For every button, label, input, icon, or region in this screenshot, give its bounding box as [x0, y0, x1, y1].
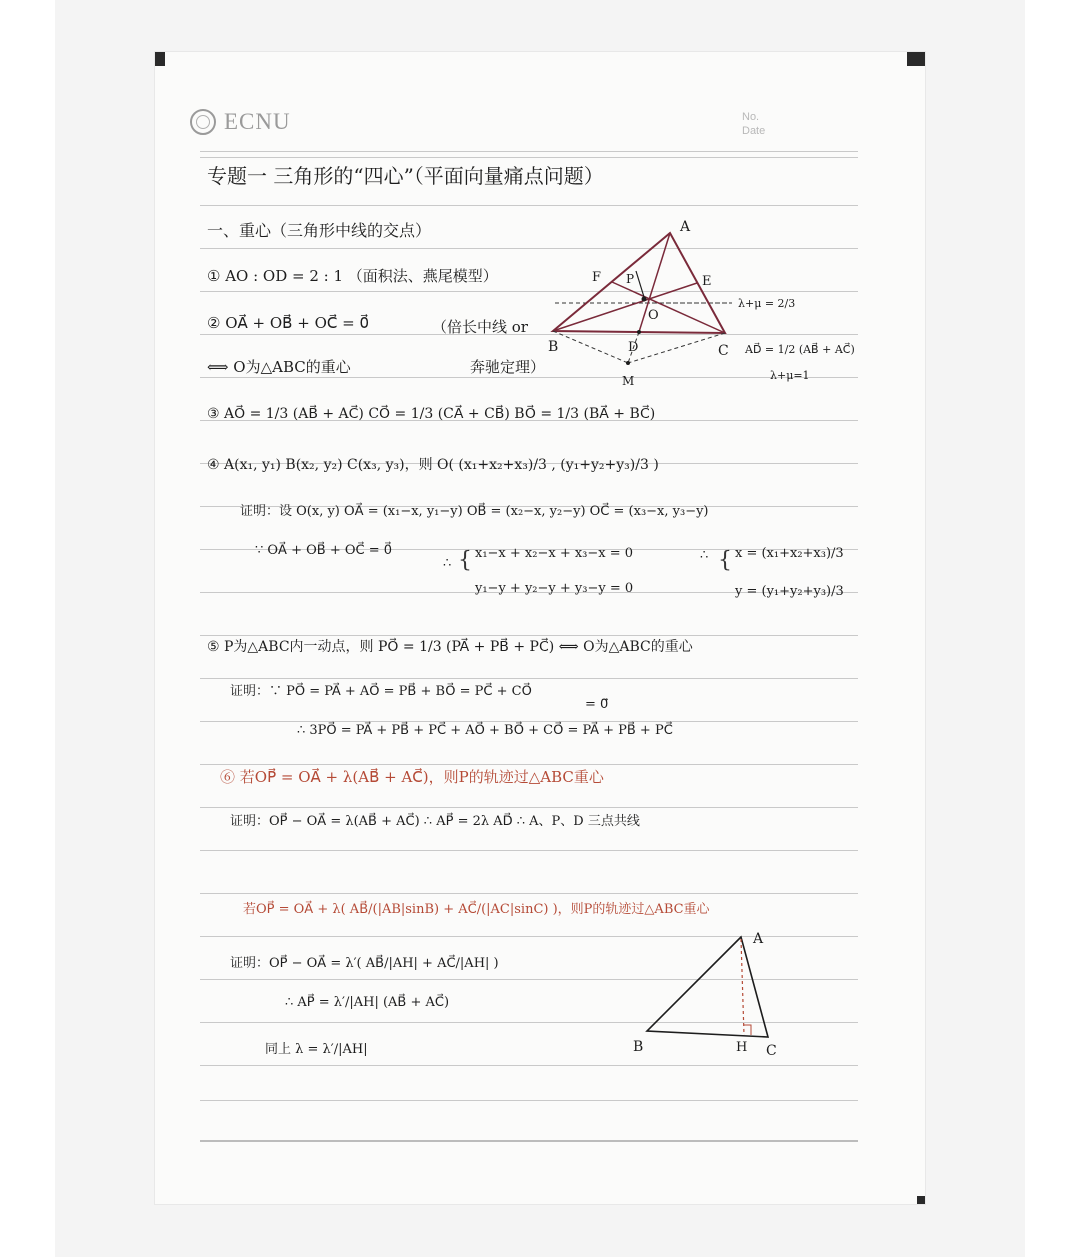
equation-line: x = (x₁+x₂+x₃)/3 — [735, 546, 844, 561]
altitude-ah — [741, 939, 744, 1035]
ruled-line — [200, 764, 858, 765]
ruled-line-bottom — [200, 1140, 858, 1142]
label-p: P — [626, 272, 635, 286]
note-item-3: ③ AO⃗ = 1/3 (AB⃗ + AC⃗) CO⃗ = 1/3 (CA⃗ + CB⃗) BO⃗ = 1/3 (BA⃗ + BC⃗) — [207, 406, 656, 422]
ruled-line — [200, 151, 858, 152]
note-lambda-mu-1: λ+μ=1 — [770, 369, 810, 382]
page-corner — [155, 52, 165, 66]
label-b: B — [548, 339, 559, 355]
note-item-5: ⑤ P为△ABC内一动点，则 PO⃗ = 1/3 (PA⃗ + PB⃗ + PC⃗) ⟺ O为△ABC的重心 — [207, 639, 693, 655]
ruled-line — [200, 721, 858, 722]
note-item-2-equiv: ⟺ O为△ABC的重心 — [207, 358, 351, 376]
equation-line: y = (y₁+y₂+y₃)/3 — [735, 584, 844, 599]
label-f: F — [592, 270, 602, 285]
ruled-line — [200, 678, 858, 679]
note-item-6: ⑥ 若OP⃗ = OA⃗ + λ(AB⃗ + AC⃗)，则P的轨迹过△ABC重心 — [220, 768, 604, 786]
note-item-2: ② OA⃗ + OB⃗ + OC⃗ = 0⃗ — [207, 314, 369, 332]
triangle-abc — [553, 233, 725, 333]
right-angle-mark — [744, 1025, 751, 1035]
zero-vector-note: = 0⃗ — [585, 697, 609, 712]
label-h: H — [736, 1040, 748, 1055]
label-a: A — [680, 219, 691, 235]
label-c: C — [718, 343, 729, 359]
label-e: E — [702, 274, 712, 289]
point-o — [642, 297, 647, 302]
note-item-2-theorem: 奔驰定理） — [470, 358, 546, 376]
ruled-line — [200, 205, 858, 206]
median-be — [553, 283, 697, 331]
centroid-diagram — [540, 215, 870, 395]
brand-name: ECNU — [224, 109, 291, 134]
label-b: B — [633, 1039, 644, 1055]
equation-line: x₁−x + x₂−x + x₃−x = 0 — [475, 546, 634, 561]
dashed-bm — [553, 331, 628, 363]
label-c: C — [766, 1043, 777, 1059]
note-item-7-proof: 证明：OP⃗ − OA⃗ = λ′( AB⃗/|AH| + AC⃗/|AH| ) — [230, 956, 499, 971]
note-item-7-result: ∴ AP⃗ = λ′/|AH| (AB⃗ + AC⃗) — [285, 995, 450, 1010]
note-item-7-same: 同上 λ = λ′/|AH| — [265, 1042, 368, 1057]
note-ad-vector: AD⃗ = 1/2 (AB⃗ + AC⃗) — [745, 343, 855, 356]
note-item-5-conclusion: ∴ 3PO⃗ = PA⃗ + PB⃗ + PC⃗ + AO⃗ + BO⃗ + CO⃗ = PA⃗ + PB⃗ + PC⃗ — [297, 723, 673, 738]
altitude-diagram — [625, 925, 795, 1060]
dashed-cm — [628, 333, 725, 363]
note-item-1: ① AO : OD = 2 : 1 （面积法、燕尾模型） — [207, 267, 498, 285]
therefore-sign: ∴ — [700, 548, 709, 563]
no-label: No. — [742, 111, 760, 123]
point-m — [626, 361, 630, 365]
median-cf — [612, 282, 725, 333]
note-item-7: 若OP⃗ = OA⃗ + λ( AB⃗/(|AB|sinB) + AC⃗/(|AC|sinC) )，则P的轨迹过△ABC重心 — [243, 902, 710, 917]
section-heading: 一、重心（三角形中线的交点） — [207, 221, 432, 240]
university-seal-icon — [190, 109, 216, 135]
ruled-line — [200, 807, 858, 808]
point-d — [637, 330, 641, 334]
label-o: O — [648, 308, 659, 323]
ruled-line — [200, 1100, 858, 1101]
note-item-6-proof: 证明：OP⃗ − OA⃗ = λ(AB⃗ + AC⃗) ∴ AP⃗ = 2λ AD⃗ ∴ A、P、D 三点共线 — [230, 814, 640, 829]
ecnu-logo — [190, 109, 291, 135]
ruled-line — [200, 893, 858, 894]
page-corner — [917, 1196, 925, 1204]
note-item-5-proof: 证明：∵ PO⃗ = PA⃗ + AO⃗ = PB⃗ + BO⃗ = PC⃗ + CO⃗ — [230, 684, 532, 699]
page-corner — [907, 52, 925, 66]
label-m: M — [622, 374, 635, 388]
no-date-field — [742, 110, 765, 138]
label-a: A — [753, 931, 764, 947]
brace-left: { — [718, 548, 732, 573]
label-d: D — [628, 340, 639, 355]
note-item-4-since: ∵ OA⃗ + OB⃗ + OC⃗ = 0⃗ — [255, 543, 393, 558]
therefore-sign: ∴ — [443, 556, 452, 571]
note-item-4: ④ A(x₁, y₁) B(x₂, y₂) C(x₃, y₃)，则 O( (x₁+x₂+x₃)/3 , (y₁+y₂+y₃)/3 ) — [207, 457, 659, 473]
date-label: Date — [742, 125, 766, 137]
note-item-4-proof: 证明：设 O(x, y) OA⃗ = (x₁−x, y₁−y) OB⃗ = (x₂−x, y₂−y) OC⃗ = (x₃−x, y₃−y) — [240, 504, 709, 519]
ruled-line — [200, 1065, 858, 1066]
ruled-line — [200, 850, 858, 851]
equation-line: y₁−y + y₂−y + y₃−y = 0 — [475, 581, 634, 596]
triangle-abc — [647, 937, 768, 1037]
brace-left: { — [458, 548, 472, 573]
page-title: 专题一 三角形的“四心”（平面向量痛点问题） — [207, 164, 604, 188]
note-item-2-method: （倍长中线 or — [432, 318, 528, 336]
note-lambda-mu: λ+μ = 2/3 — [738, 297, 796, 310]
ruled-line — [200, 157, 858, 158]
